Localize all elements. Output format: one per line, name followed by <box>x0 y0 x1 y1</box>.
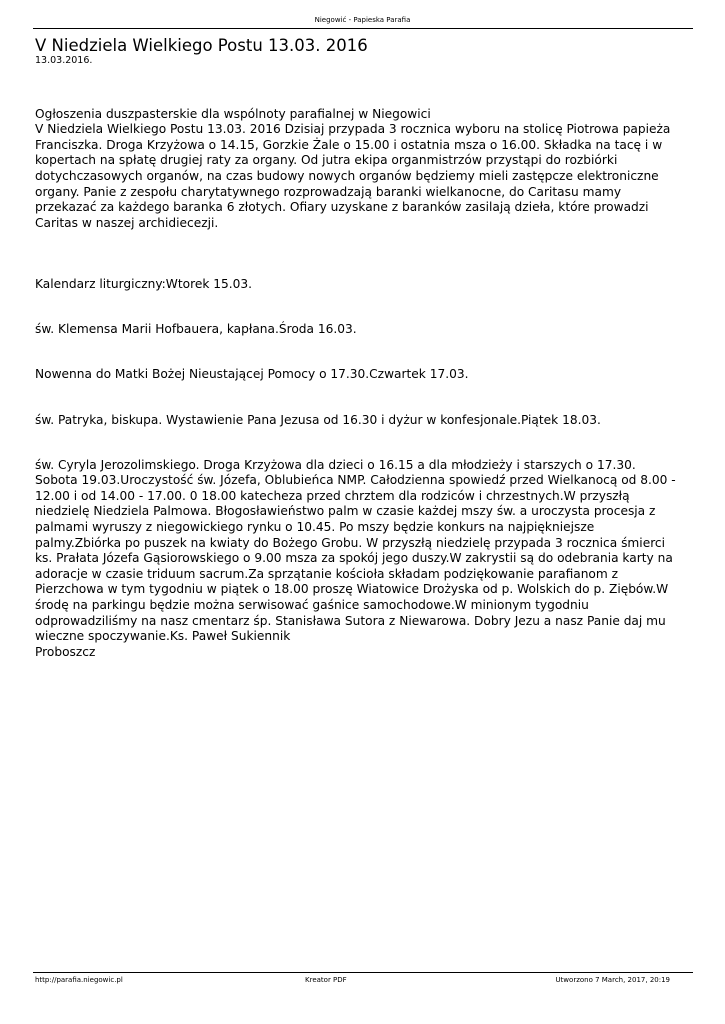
article-date: 13.03.2016. <box>35 55 93 66</box>
footer-url-link[interactable]: http://parafia.niegowic.pl <box>35 976 123 984</box>
article-body <box>35 91 695 676</box>
article-title: V Niedziela Wielkiego Postu 13.03. 2016 <box>35 36 368 55</box>
footer-created-date: Utworzono 7 March, 2017, 20:19 <box>555 976 670 984</box>
calendar-paragraph: św. Patryka, biskupa. Wystawienie Pana Jezusa od 16.30 i dyżur w konfesjonale.Piątek 18.03. <box>35 412 601 427</box>
calendar-paragraph: św. Cyryla Jerozolimskiego. Droga Krzyżowa dla dzieci o 16.15 a dla młodzieży i starszych o 17.30. Sobota 19.03.Uroczystość św. Józefa, Oblubieńca NMP. Całodzienna spowiedź przed Wielkanocą od 8.00 - 12.00 i od 14.00 - 17.00. 0 18.00 katecheza przed chrztem dla rodziców i chrzestnych.W przyszłą niedzielę Niedziela Palmowa. Błogosławieństwo palm w czasie każdej mszy św. a uroczysta procesja z palmami wyruszy z niegowickiego rynku o 10.45. Po mszy będzie konkurs na najpiękniejsze palmy.Zbiórka po puszek na kwiaty do Bożego Grobu. W przyszłą niedzielę przypada 3 rocznica śmierci ks. Prałata Józefa Gąsiorowskiego o 9.00 msza za spokój jego duszy.W zakrystii są do odebrania karty na adoracje w czasie triduum sacrum.Za sprzątanie kościoła składam podziękowanie parafianom z Pierzchowa w tym tygodniu w piątek o 18.00 proszę Wiatowice Drożyska od p. Wolskich do p. Ziębów.W środę na parkingu będzie można serwisować gaśnice samochodowe.W minionym tygodniu odprowadziliśmy na nasz cmentarz śp. Stanisława Sutora z Niewarowa. Dobry Jezu a nasz Panie daj mu wieczne spoczywanie.Ks. Paweł Sukiennik Proboszcz <box>35 457 676 659</box>
article <box>35 36 695 676</box>
page-header: Niegowić - Papieska Parafia <box>314 16 411 24</box>
calendar-paragraph: Nowenna do Matki Bożej Nieustającej Pomocy o 17.30.Czwartek 17.03. <box>35 367 469 382</box>
calendar-paragraph: Kalendarz liturgiczny:Wtorek 15.03. <box>35 276 253 291</box>
footer-divider <box>33 972 693 973</box>
footer-generator: Kreator PDF <box>305 976 347 984</box>
calendar-paragraph: św. Klemensa Marii Hofbauera, kapłana.Środa 16.03. <box>35 322 357 337</box>
announcement-paragraph: Ogłoszenia duszpasterskie dla wspólnoty parafialnej w Niegowici V Niedziela Wielkiego Postu 13.03. 2016 Dzisiaj przypada 3 rocznica wyboru na stolicę Piotrowa papieża Franciszka. Droga Krzyżowa o 14.15, Gorzkie Żale o 15.00 i ostatnia msza o 16.00. Składka na tacę i w kopertach na spłatę drugiej raty za organy. Od jutra ekipa organmistrzów przystąpi do rozbiórki dotychczasowych organów, na czas budowy nowych organów będziemy mieli zastępcze elektroniczne organy. Panie z zespołu charytatywnego rozprowadzają baranki wielkanocne, do Caritasu mamy przekazać za każdego baranka 6 złotych. Ofiary uzyskane z baranków zasilają dzieła, które prowadzi Caritas w naszej archidiecezji. <box>35 106 671 230</box>
header-divider <box>33 28 693 29</box>
